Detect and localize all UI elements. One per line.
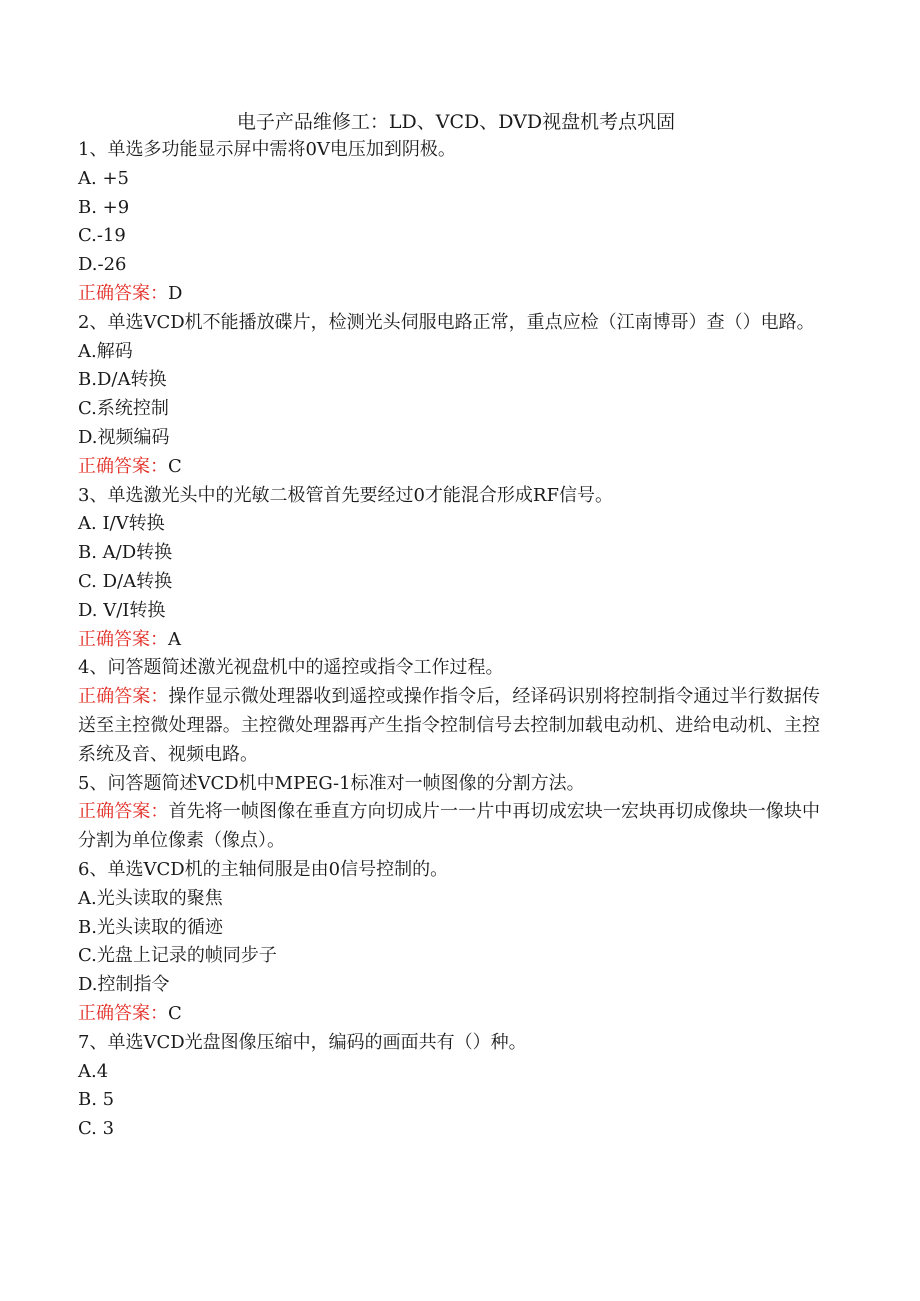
question-block-7 — [78, 1029, 820, 1144]
answer-label: 正确答案： — [78, 455, 168, 477]
answer-value: 首先将一帧图像在垂直方向切成片一一片中再切成宏块一宏块再切成像块一像块中分割为单位像素（像点）。 — [78, 801, 820, 852]
option-a: A. +5 — [78, 167, 129, 189]
option-b: B.D/A转换 — [78, 369, 167, 391]
answer-value: C — [168, 1002, 182, 1024]
answer-paragraph — [78, 683, 820, 769]
answer-line — [78, 280, 820, 309]
option-a: A. I/V转换 — [78, 513, 165, 535]
question-block-3 — [78, 482, 820, 655]
question-text: 3、单选激光头中的光敏二极管首先要经过0才能混合形成RF信号。 — [78, 484, 613, 506]
answer-line — [78, 453, 820, 482]
question-text: 4、问答题简述激光视盘机中的遥控或指令工作过程。 — [78, 657, 504, 679]
question-text: 7、单选VCD光盘图像压缩中，编码的画面共有（）种。 — [78, 1031, 527, 1053]
answer-value: C — [168, 455, 182, 477]
option-d: D.控制指令 — [78, 974, 170, 996]
option-a: A.光头读取的聚焦 — [78, 887, 223, 909]
option-b: B.光头读取的循迹 — [78, 916, 223, 938]
answer-label: 正确答案： — [78, 686, 169, 708]
option-b: B. +9 — [78, 196, 130, 218]
question-text: 2、单选VCD机不能播放碟片，检测光头伺服电路正常，重点应检（江南博哥）查（）电路。 — [78, 311, 815, 333]
question-text: 6、单选VCD机的主轴伺服是由0信号控制的。 — [78, 858, 449, 880]
answer-label: 正确答案： — [78, 1002, 168, 1024]
option-d: D.-26 — [78, 254, 127, 276]
question-block-2 — [78, 309, 820, 482]
question-text: 1、单选多功能显示屏中需将0V电压加到阴极。 — [78, 139, 456, 160]
answer-value: A — [168, 628, 181, 650]
option-a: A.解码 — [78, 340, 133, 362]
answer-label: 正确答案： — [78, 801, 169, 823]
option-c: C.光盘上记录的帧同步子 — [78, 945, 277, 967]
answer-value: D — [168, 282, 183, 304]
answer-line — [78, 1000, 820, 1029]
question-block-4 — [78, 654, 820, 769]
answer-value: 操作显示微处理器收到遥控或操作指令后，经译码识别将控制指令通过半行数据传送至主控微处理器。主控微处理器再产生指令控制信号去控制加载电动机、进给电动机、主控系统及音、视频电路。 — [78, 686, 820, 765]
option-d: D.视频编码 — [78, 426, 170, 448]
option-c: C.-19 — [78, 225, 126, 247]
option-c: C.系统控制 — [78, 398, 169, 420]
question-text: 5、问答题简述VCD机中MPEG-1标准对一帧图像的分割方法。 — [78, 772, 585, 794]
question-block-5 — [78, 770, 820, 856]
option-a: A.4 — [78, 1060, 109, 1082]
answer-line — [78, 626, 820, 655]
answer-label: 正确答案： — [78, 628, 168, 650]
option-c: C. D/A转换 — [78, 570, 173, 592]
question-block-1 — [78, 136, 820, 309]
option-c: C. 3 — [78, 1118, 115, 1140]
answer-paragraph — [78, 798, 820, 856]
document-content — [78, 108, 820, 1144]
answer-label: 正确答案： — [78, 282, 168, 304]
option-b: B. A/D转换 — [78, 542, 173, 564]
option-b: B. 5 — [78, 1089, 115, 1111]
option-d: D. V/I转换 — [78, 599, 166, 621]
document-title: 电子产品维修工：LD、VCD、DVD视盘机考点巩固 — [236, 111, 676, 133]
question-block-6 — [78, 856, 820, 1029]
